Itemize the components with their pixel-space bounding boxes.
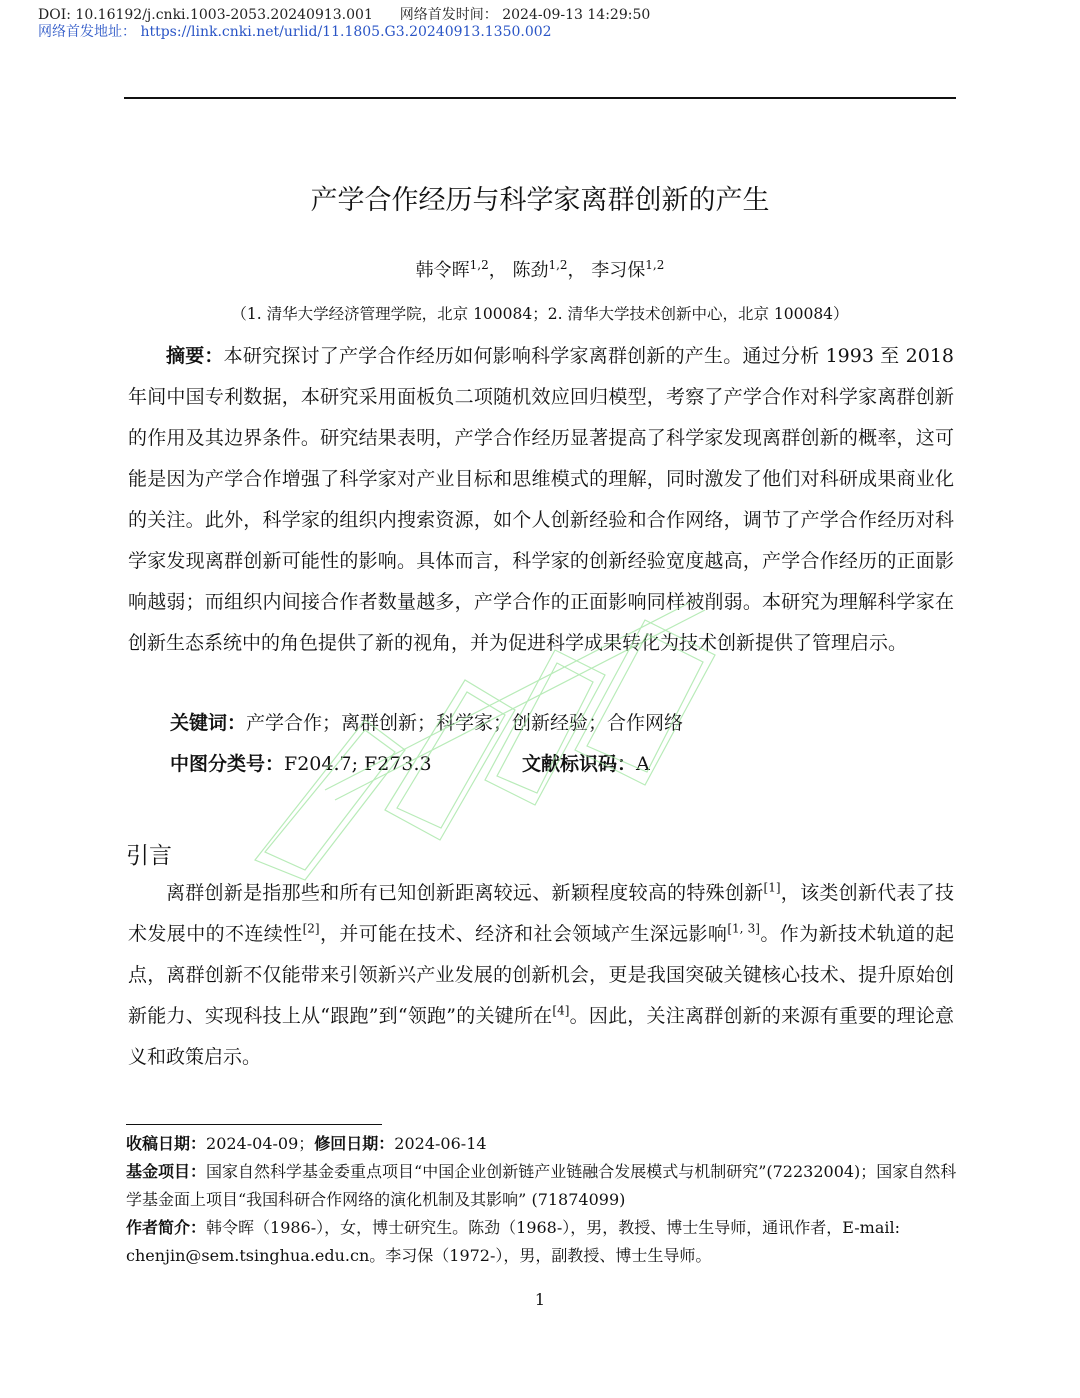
abstract-label: 摘要： [166,345,224,367]
author-name: 李习保 [591,260,646,281]
doi-value[interactable]: 10.16192/j.cnki.1003-2053.20240913.001 [75,7,373,23]
paper-title: 产学合作经历与科学家离群创新的产生 [310,185,770,216]
paragraph-text: 。作为新技术轨道的起点，离群创新不仅能带来引领新兴产业发展的创新机会，更是我国突破关键核心技术、提升原始创新能力、实现科技上从“跟跑”到“领跑”的关键所在 [128,923,954,1027]
keywords [170,707,683,739]
received-date: 2024-04-09 [206,1134,299,1153]
paragraph-text: 。因此，关注离群创新的来源有重要的理论意义和政策启示。 [128,1005,954,1068]
author-affil-sup: 1,2 [548,258,568,272]
author-name: 韩令晖 [415,260,470,281]
pub-time-label: 网络首发时间： [399,7,498,23]
footnote-author-bio [126,1214,972,1270]
author-bio-label: 作者简介： [126,1218,207,1237]
footnote-fund [126,1158,972,1214]
fund-label: 基金项目： [126,1162,207,1181]
doc-code-value: A [636,753,650,775]
citation-ref[interactable]: [1] [763,880,781,895]
author-name: 陈劲 [512,260,549,281]
keywords-text: 产学合作；离群创新；科学家；创新经验；合作网络 [246,712,684,734]
clc-value: F204.7; F273.3 [284,753,432,775]
doc-code [522,748,650,780]
address-link[interactable]: https://link.cnki.net/urlid/11.1805.G3.20240913.1350.002 [140,24,552,40]
introduction-paragraph [128,873,954,1078]
clc-label: 中图分类号： [170,753,285,775]
date-separator: ； [298,1134,315,1153]
affiliation: （1. 清华大学经济管理学院，北京 100084；2. 清华大学技术创新中心，北京 100084） [231,305,849,323]
paragraph-text: ，该类创新代表了技术发展中的不连续性 [128,882,954,945]
doi-label: DOI: [38,7,71,23]
doc-code-label: 文献标识码： [522,753,637,775]
citation-ref[interactable]: [1, 3] [727,921,760,936]
author-separator: ， [488,260,507,281]
keywords-label: 关键词： [170,712,247,734]
author-separator: ， [567,260,586,281]
classification-line [170,748,650,780]
abstract-text: 本研究探讨了产学合作经历如何影响科学家离群创新的产生。通过分析 1993 至 2018 年间中国专利数据，本研究采用面板负二项随机效应回归模型，考察了产学合作对科学家离群创新的作用及其边界条件。研究结果表明，产学合作经历显著提高了科学家发现离群创新的概率，这可能是因为产学合作增强了科学家对产业目标和思维模式的理解，同时激发了他们对科研成果商业化的关注。此外，科学家的组织内搜索资源，如个人创新经验和合作网络，调节了产学合作经历对科学家发现离群创新可能性的影响。具体而言，科学家的创新经验宽度越高，产学合作经历的正面影响越弱；而组织内间接合作者数量越多，产学合作的正面影响同样被削弱。本研究为理解科学家在创新生态系统中的角色提供了新的视角，并为促进科学成果转化为技术创新提供了管理启示。 [128,345,954,654]
paragraph-text: ，并可能在技术、经济和社会领域产生深远影响 [319,923,728,945]
page-number: 1 [534,1290,546,1309]
citation-ref[interactable]: [2] [302,921,320,936]
header-line-address [38,21,552,41]
top-divider [124,97,956,99]
citation-ref[interactable]: [4] [552,1003,570,1018]
footnote-divider [126,1124,382,1125]
paragraph-text: 离群创新是指那些和所有已知创新距离较远、新颖程度较高的特殊创新 [166,882,764,904]
fund-text: 国家自然科学基金委重点项目“中国企业创新链产业链融合发展模式与机制研究”(72232004)；国家自然科学基金面上项目“我国科研合作网络的演化机制及其影响” (71874099) [126,1162,957,1209]
section-heading: 引言 [126,843,172,869]
footnote-dates [126,1130,972,1158]
author-affil-sup: 1,2 [645,258,665,272]
revised-label: 修回日期： [314,1134,395,1153]
revised-date: 2024-06-14 [394,1134,487,1153]
pub-time-value: 2024-09-13 14:29:50 [502,7,651,23]
author-affil-sup: 1,2 [469,258,489,272]
author-list [0,256,1080,282]
received-label: 收稿日期： [126,1134,207,1153]
author-bio-text: 韩令晖（1986-），女，博士研究生。陈劲（1968-），男，教授、博士生导师，通讯作者，E-mail: chenjin@sem.tsinghua.edu.cn。李习保（1972-），男，副教授、博士生导师。 [126,1218,900,1265]
address-label: 网络首发地址： [38,24,136,40]
abstract [128,336,954,664]
